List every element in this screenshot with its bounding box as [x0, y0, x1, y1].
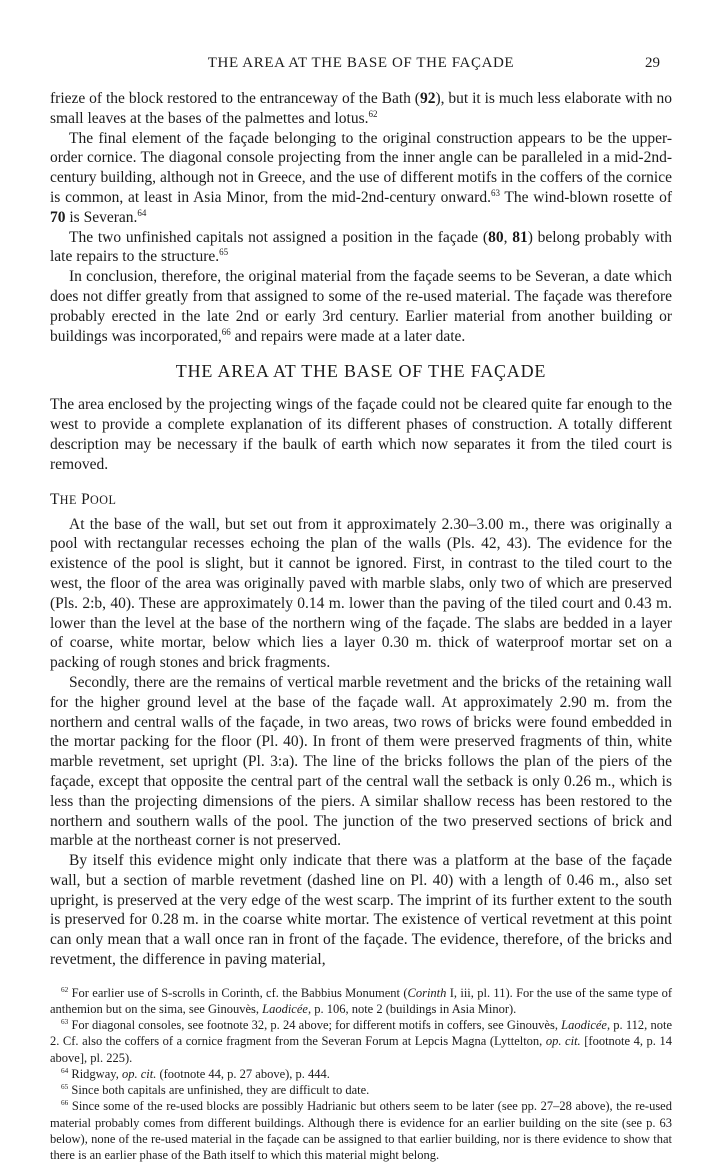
paragraph: By itself this evidence might only indicate that there was a platform at the base of the façade wall, but a section of marble revetment (dashed line on Pl. 40) with a length of 0.46 m., also set upright, is preserved at the very edge of the west scarp. The imprint of its further extent to the south is preserved for 0.28 m. in the coarse white mortar. The existence of vertical revetment at this point can only mean that a wall once ran in front of the façade. The evidence, therefore, of the bricks and revetment, the difference in paving material, — [50, 852, 672, 969]
footnote: $^{64}$ Ridgway, op. cit. (footnote 44, p. 27 above), p. 444. — [61, 1066, 330, 1081]
footnote: $^{65}$ Since both capitals are unfinished, they are difficult to date. — [61, 1082, 370, 1098]
paragraph: The area enclosed by the projecting wings of the façade could not be cleared quite far enough to the west to provide a complete explanation of its different phases of construction. A totally different description may be necessary if the baulk of earth which now separates it from the tiled court is removed. — [50, 396, 672, 473]
footnote: $^{62}$ For earlier use of S-scrolls in Corinth, cf. the Babbius Monument (Corinth I, iii, pl. 11). For the use of the same type of anthemion but on the sima, see Ginouvès, Laodicée, p. 106, note 2 (buildings in Asia Minor). — [50, 985, 673, 1017]
paragraph: Secondly, there are the remains of vertical marble revetment and the bricks of the retaining wall for the higher ground level at the base of the façade wall. At approximately 2.90 m. from the northern and central walls of the façade, in two areas, two rows of bricks were found embedded in the mortar packing for the floor (Pl. 40). In front of them were preserved fragments of thin, white marble revetment, set upright (Pl. 3:a). The line of the bricks follows the plan of the piers of the façade, except that opposite the central part of the central wall the setback is only 0.26 m., which is less than the projecting dimensions of the piers. A similar shallow recess has been restored to the northern and southern walls of the pool. The junction of the two preserved sections of brick and marble at the northeast corner is not preserved. — [50, 673, 672, 850]
subsection-heading-the-pool: THE POOL — [50, 490, 117, 508]
paragraph: In conclusion, therefore, the original material from the façade seems to be Severan, a date which does not differ greatly from that assigned to some of the re-used material. The façade was therefore probably erected in the late 2nd or early 3rd century. Earlier material from another building or buildings was incorporated,$^{66}$ and repairs were made at a later date. — [50, 268, 672, 345]
paragraph: frieze of the block restored to the entranceway of the Bath (92), but it is much less elaborate with no small leaves at the bases of the palmettes and lotus.$^{62}$ — [50, 90, 672, 127]
paragraph: The final element of the façade belonging to the original construction appears to be the upper-order cornice. The diagonal console projecting from the inner angle can be paralleled in a mid-2nd-century building, although not in Greece, and the use of different motifs in the coffers of the cornice is common, at least in Asia Minor, from the mid-2nd-century onward.$^{63}$ The wind-blown rosette of 70 is Severan.$^{64}$ — [50, 129, 672, 226]
paragraph: The two unfinished capitals not assigned a position in the façade (80, 81) belong probably with late repairs to the structure.$^{65}$ — [50, 228, 672, 266]
footnote: $^{66}$ Since some of the re-used blocks are possibly Hadrianic but others seem to be later (see pp. 27–28 above), the re-used material probably comes from different buildings. Although there is evidence for an earlier building on the site (see p. 63 below), none of the re-used material in the façade can be assigned to that earlier building, nor is there evidence to show that there is an earlier phase of the Bath itself to which this material might belong. — [50, 1099, 672, 1162]
paragraph: At the base of the wall, but set out from it approximately 2.30–3.00 m., there was originally a pool with rectangular recesses echoing the plan of the walls (Pls. 42, 43). The evidence for the existence of the pool is slight, but it cannot be ignored. First, in contrast to the tiled court to the west, the floor of the area was originally paved with marble slabs, only two of which are preserved (Pls. 2:b, 40). These are approximately 0.14 m. lower than the paving of the tiled court and 0.43 m. lower than the level at the base of the northern wing of the façade. The slabs are bedded in a layer of coarse, white mortar, below which lies a layer 0.30 m. thick of waterproof mortar set on a packing of rough stones and brick fragments. — [50, 515, 672, 672]
page-number: 29 — [645, 55, 660, 71]
page-body — [50, 89, 672, 1163]
running-head — [50, 55, 672, 72]
running-title: THE AREA AT THE BASE OF THE FAÇADE — [207, 55, 515, 71]
footnote: $^{63}$ For diagonal consoles, see footnote 32, p. 24 above; for different motifs in coffers, see Ginouvès, Laodicée, p. 112, note 2. Cf. also the coffers of a cornice fragment from the Severan Forum at Lepcis Magna (Lyttelton, op. cit. [footnote 4, p. 14 above], pl. 225). — [50, 1018, 672, 1065]
footnotes — [50, 985, 672, 1163]
section-heading: THE AREA AT THE BASE OF THE FAÇADE — [175, 361, 547, 382]
